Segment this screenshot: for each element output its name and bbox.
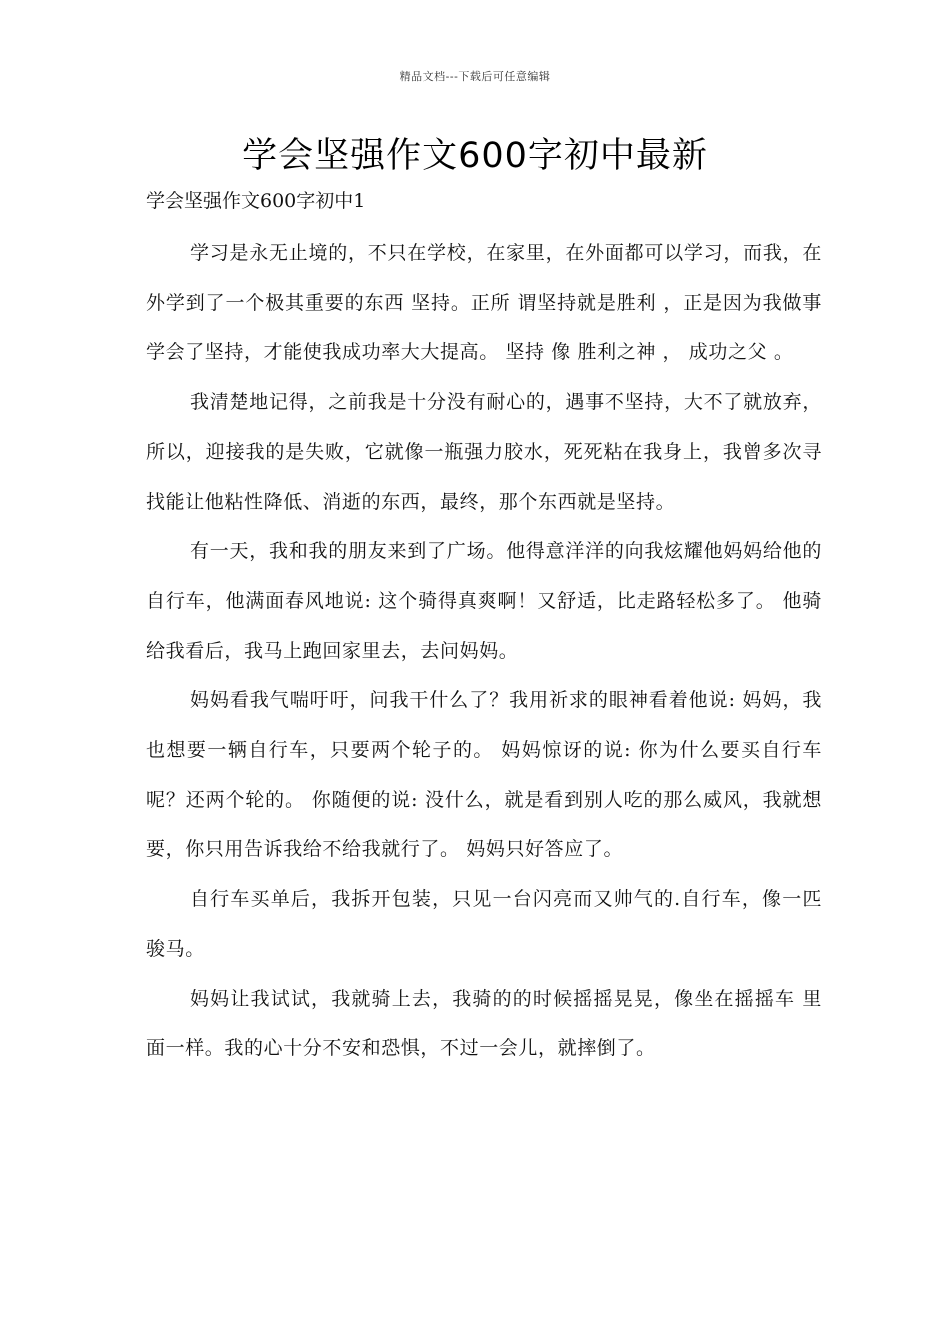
paragraph-3: 有一天，我和我的朋友来到了广场。他得意洋洋的向我炫耀他妈妈给他的自行车，他满面春风地说: 这个骑得真爽啊！又舒适，比走路轻松多了。 他骑给我看后，我马上跑回家里去，去问妈妈。 [146,540,822,662]
paragraph-1: 学习是永无止境的，不只在学校，在家里，在外面都可以学习，而我，在外学到了一个极其重要的东西 坚持。正所 谓坚持就是胜利 ，正是因为我做事学会了坚持，才能使我成功率大大提高。 坚持 像 胜利之神 ， 成功之父 。 [146,242,822,364]
paragraph-4: 妈妈看我气喘吁吁，问我干什么了？我用祈求的眼神看着他说: 妈妈，我也想要一辆自行车，只要两个轮子的。 妈妈惊讶的说: 你为什么要买自行车呢？还两个轮的。 你随便的说: 没什么，就是看到别人吃的那么威风，我就想要，你只用告诉我给不给我就行了。 妈妈只好答应了。 [146,689,822,861]
document-title: 学会坚强作文600字初中最新 [242,136,708,176]
paragraph-6: 妈妈让我试试，我就骑上去，我骑的的时候摇摇晃晃，像坐在摇摇车 里面一样。我的心十分不安和恐惧，不过一会儿，就摔倒了。 [146,987,822,1060]
paragraph-2: 我清楚地记得，之前我是十分没有耐心的，遇事不坚持，大不了就放弃，所以，迎接我的是失败，它就像一瓶强力胶水，死死粘在我身上，我曾多次寻找能让他粘性降低、消逝的东西，最终，那个东西就是坚持。 [146,391,822,513]
paragraph-5: 自行车买单后，我拆开包装，只见一台闪亮而又帅气的.自行车，像一匹骏马。 [146,888,822,960]
document-subtitle: 学会坚强作文600字初中1 [146,190,366,212]
header-note: 精品文档---下载后可任意编辑 [399,70,551,83]
article-body [146,229,822,1074]
